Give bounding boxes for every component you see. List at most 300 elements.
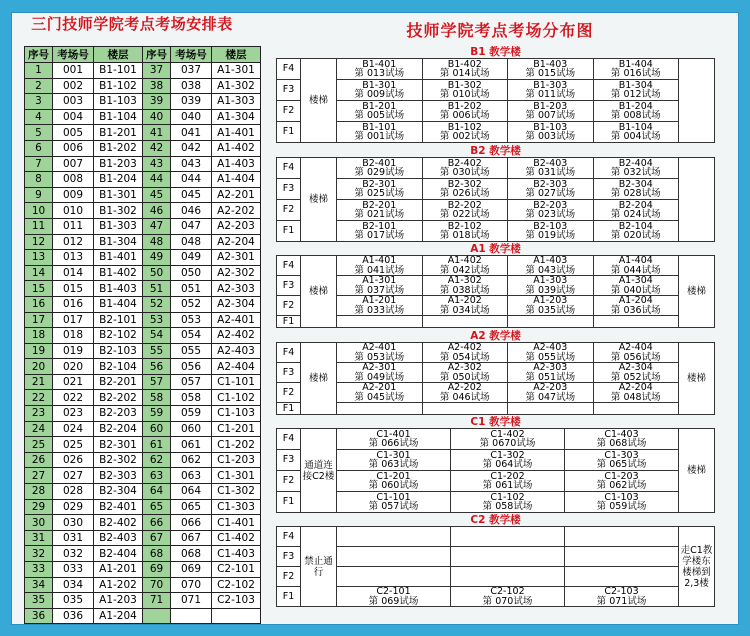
exam-room-cell bbox=[565, 587, 679, 607]
exam-site-number: 第 070试场 bbox=[482, 595, 533, 607]
schedule-cell: 022 bbox=[53, 390, 94, 406]
schedule-cell: A1-303 bbox=[212, 94, 261, 110]
floor-label: F4 bbox=[277, 527, 301, 547]
room-number: A1-204 bbox=[618, 295, 653, 306]
exam-room-cell bbox=[593, 316, 679, 328]
schedule-cell: 049 bbox=[171, 250, 212, 266]
exam-site-number: 第 010试场 bbox=[439, 89, 490, 100]
exam-site-number: 第 007试场 bbox=[525, 110, 576, 121]
exam-room-cell bbox=[422, 80, 508, 101]
schedule-row bbox=[25, 78, 261, 94]
exam-site-number: 第 044试场 bbox=[610, 264, 661, 276]
room-number: A1-201 bbox=[362, 295, 397, 306]
schedule-cell: 27 bbox=[25, 468, 53, 484]
room-number: B2-204 bbox=[618, 199, 653, 211]
schedule-cell: 023 bbox=[53, 406, 94, 422]
room-number: C1-303 bbox=[604, 449, 639, 461]
exam-room-cell bbox=[337, 80, 423, 101]
schedule-cell: 63 bbox=[143, 468, 171, 484]
schedule-cell: 18 bbox=[25, 328, 53, 344]
schedule-cell: B2-102 bbox=[94, 328, 143, 344]
schedule-cell: B1-402 bbox=[94, 265, 143, 281]
building-name: A1 教学楼 bbox=[470, 243, 521, 255]
building-name: B1 教学楼 bbox=[470, 46, 521, 58]
exam-site-number: 第 019试场 bbox=[525, 230, 576, 241]
schedule-cell: 70 bbox=[143, 577, 171, 593]
room-number: B2-304 bbox=[618, 178, 653, 190]
exam-room-cell bbox=[508, 316, 594, 328]
room-number: A2-403 bbox=[533, 342, 568, 353]
schedule-cell: 68 bbox=[143, 546, 171, 562]
schedule-row bbox=[25, 203, 261, 219]
schedule-cell: 69 bbox=[143, 562, 171, 578]
schedule-cell: B2-203 bbox=[94, 406, 143, 422]
schedule-cell: 40 bbox=[143, 109, 171, 125]
schedule-cell: 19 bbox=[25, 343, 53, 359]
exam-site-number: 第 048试场 bbox=[610, 391, 661, 403]
exam-room-cell bbox=[593, 296, 679, 316]
exam-room-cell bbox=[422, 363, 508, 383]
schedule-cell: C1-402 bbox=[212, 530, 261, 546]
room-number: A2-404 bbox=[618, 342, 653, 353]
schedule-cell bbox=[212, 608, 261, 624]
schedule-cell: A2-404 bbox=[212, 359, 261, 375]
exam-room-cell bbox=[337, 179, 423, 200]
schedule-cell: 002 bbox=[53, 78, 94, 94]
room-number: A2-303 bbox=[533, 362, 568, 373]
floor-label: F2 bbox=[277, 101, 301, 122]
floor-label: F2 bbox=[277, 383, 301, 403]
exam-site-number: 第 039试场 bbox=[525, 284, 576, 296]
room-number: B2-203 bbox=[533, 199, 568, 211]
floor-label: F4 bbox=[277, 256, 301, 276]
exam-site-number: 第 046试场 bbox=[439, 391, 490, 403]
exam-site-number: 第 016试场 bbox=[610, 68, 661, 79]
schedule-cell: 050 bbox=[171, 265, 212, 281]
building-floor-table bbox=[276, 157, 715, 242]
schedule-cell: 21 bbox=[25, 374, 53, 390]
room-number: B1-101 bbox=[362, 121, 397, 133]
schedule-row bbox=[25, 530, 261, 546]
schedule-cell: 51 bbox=[143, 281, 171, 297]
exam-room-cell bbox=[565, 450, 679, 471]
schedule-header-cell: 楼层 bbox=[94, 47, 143, 63]
exam-room-cell bbox=[593, 101, 679, 122]
schedule-cell: A2-203 bbox=[212, 218, 261, 234]
schedule-cell: 013 bbox=[53, 250, 94, 266]
exam-site-number: 第 008试场 bbox=[610, 110, 661, 121]
exam-room-cell bbox=[337, 122, 423, 143]
schedule-header-row bbox=[25, 47, 261, 63]
room-number: B2-104 bbox=[618, 220, 653, 232]
exam-room-cell bbox=[422, 122, 508, 143]
exam-site-number: 第 062试场 bbox=[596, 480, 647, 491]
exam-room-cell bbox=[451, 450, 565, 471]
exam-site-number: 第 057试场 bbox=[368, 501, 419, 512]
schedule-row bbox=[25, 218, 261, 234]
floor-label: F2 bbox=[277, 296, 301, 316]
schedule-cell: B1-201 bbox=[94, 125, 143, 141]
exam-site-number: 第 017试场 bbox=[354, 230, 405, 241]
schedule-header-cell: 序号 bbox=[25, 47, 53, 63]
room-number: C1-103 bbox=[604, 491, 639, 503]
schedule-cell: 7 bbox=[25, 156, 53, 172]
exam-room-cell bbox=[337, 316, 423, 328]
building-floor-table bbox=[276, 58, 715, 143]
schedule-cell: B1-304 bbox=[94, 234, 143, 250]
schedule-header-cell: 楼层 bbox=[212, 47, 261, 63]
schedule-cell: 008 bbox=[53, 172, 94, 188]
schedule-cell: C2-101 bbox=[212, 562, 261, 578]
exam-site-number: 第 065试场 bbox=[596, 459, 647, 470]
schedule-cell: 055 bbox=[171, 343, 212, 359]
exam-site-number: 第 015试场 bbox=[525, 68, 576, 79]
schedule-cell: A1-302 bbox=[212, 78, 261, 94]
room-number: A2-202 bbox=[447, 382, 482, 393]
room-number: B1-103 bbox=[533, 121, 568, 133]
schedule-cell: 22 bbox=[25, 390, 53, 406]
schedule-cell: A1-301 bbox=[212, 63, 261, 79]
schedule-table bbox=[24, 46, 261, 624]
room-number: B2-202 bbox=[447, 199, 482, 211]
exam-site-number: 第 029试场 bbox=[354, 167, 405, 178]
schedule-cell: 67 bbox=[143, 530, 171, 546]
schedule-cell: A2-403 bbox=[212, 343, 261, 359]
exam-site-number: 第 043试场 bbox=[525, 264, 576, 276]
schedule-cell: 054 bbox=[171, 328, 212, 344]
exam-room-cell bbox=[593, 343, 679, 363]
exam-site-number: 第 050试场 bbox=[439, 371, 490, 383]
schedule-cell: 025 bbox=[53, 437, 94, 453]
schedule-cell: 053 bbox=[171, 312, 212, 328]
room-number: C1-101 bbox=[376, 491, 411, 503]
schedule-cell: 54 bbox=[143, 328, 171, 344]
schedule-cell: C1-203 bbox=[212, 452, 261, 468]
schedule-row bbox=[25, 390, 261, 406]
schedule-row bbox=[25, 593, 261, 609]
exam-room-cell bbox=[508, 59, 594, 80]
building-c1 bbox=[276, 416, 715, 514]
schedule-cell: 57 bbox=[143, 374, 171, 390]
exam-room-cell bbox=[422, 256, 508, 276]
exam-site-number: 第 009试场 bbox=[354, 89, 405, 100]
schedule-row bbox=[25, 359, 261, 375]
schedule-cell: 042 bbox=[171, 140, 212, 156]
schedule-cell bbox=[171, 608, 212, 624]
schedule-cell: A2-201 bbox=[212, 187, 261, 203]
exam-site-number: 第 027试场 bbox=[525, 188, 576, 199]
floor-label: F2 bbox=[277, 200, 301, 221]
floor-label: F2 bbox=[277, 471, 301, 492]
schedule-cell: 42 bbox=[143, 140, 171, 156]
building-a2 bbox=[276, 330, 715, 417]
room-number: B1-203 bbox=[533, 100, 568, 112]
schedule-cell: C1-202 bbox=[212, 437, 261, 453]
schedule-cell: A2-301 bbox=[212, 250, 261, 266]
exam-room-cell bbox=[337, 547, 451, 567]
room-number: B2-401 bbox=[362, 157, 397, 169]
floor-label: F1 bbox=[277, 316, 301, 328]
room-number: C1-203 bbox=[604, 470, 639, 482]
stair-label-right: 走C1教学楼东楼梯到2,3楼 bbox=[679, 527, 715, 607]
schedule-cell: 016 bbox=[53, 296, 94, 312]
stair-label: 通道连接C2楼 bbox=[301, 429, 337, 513]
exam-room-cell bbox=[508, 179, 594, 200]
exam-room-cell bbox=[508, 200, 594, 221]
exam-room-cell bbox=[337, 492, 451, 513]
schedule-cell: 003 bbox=[53, 94, 94, 110]
building-floor-table bbox=[276, 342, 715, 415]
schedule-cell: 3 bbox=[25, 94, 53, 110]
schedule-row bbox=[25, 577, 261, 593]
schedule-cell: B2-103 bbox=[94, 343, 143, 359]
schedule-cell: B2-101 bbox=[94, 312, 143, 328]
exam-room-cell bbox=[593, 122, 679, 143]
floor-label: F1 bbox=[277, 403, 301, 415]
schedule-row bbox=[25, 452, 261, 468]
exam-room-cell bbox=[565, 429, 679, 450]
schedule-cell: 038 bbox=[171, 78, 212, 94]
schedule-header-cell: 考场号 bbox=[53, 47, 94, 63]
exam-site-number: 第 012试场 bbox=[610, 89, 661, 100]
schedule-row bbox=[25, 608, 261, 624]
exam-room-cell bbox=[337, 296, 423, 316]
blank-right-column bbox=[679, 59, 715, 143]
schedule-cell: 004 bbox=[53, 109, 94, 125]
schedule-cell: 23 bbox=[25, 406, 53, 422]
exam-room-cell bbox=[593, 158, 679, 179]
exam-room-cell bbox=[422, 316, 508, 328]
exam-room-cell bbox=[508, 101, 594, 122]
schedule-cell: 010 bbox=[53, 203, 94, 219]
schedule-cell: 066 bbox=[171, 515, 212, 531]
room-number: B2-102 bbox=[447, 220, 482, 232]
exam-room-cell bbox=[508, 80, 594, 101]
exam-room-cell bbox=[337, 450, 451, 471]
schedule-cell: 011 bbox=[53, 218, 94, 234]
exam-room-cell bbox=[337, 221, 423, 242]
exam-site-number: 第 033试场 bbox=[354, 304, 405, 316]
schedule-cell: 009 bbox=[53, 187, 94, 203]
schedule-row bbox=[25, 265, 261, 281]
schedule-cell: A2-402 bbox=[212, 328, 261, 344]
stair-label-right: 楼梯 bbox=[679, 343, 715, 415]
schedule-cell: 026 bbox=[53, 452, 94, 468]
floor-label: F1 bbox=[277, 221, 301, 242]
schedule-cell: 28 bbox=[25, 484, 53, 500]
schedule-cell: 9 bbox=[25, 187, 53, 203]
exam-room-cell bbox=[565, 471, 679, 492]
schedule-cell: 027 bbox=[53, 468, 94, 484]
exam-room-cell bbox=[565, 527, 679, 547]
schedule-cell: 061 bbox=[171, 437, 212, 453]
schedule-row bbox=[25, 125, 261, 141]
exam-site-number: 第 071试场 bbox=[596, 595, 647, 607]
building-floor-table bbox=[276, 428, 715, 513]
schedule-cell: B2-403 bbox=[94, 530, 143, 546]
exam-room-cell bbox=[337, 363, 423, 383]
exam-site-number: 第 005试场 bbox=[354, 110, 405, 121]
schedule-row bbox=[25, 172, 261, 188]
exam-room-cell bbox=[508, 343, 594, 363]
schedule-cell: 62 bbox=[143, 452, 171, 468]
exam-room-cell bbox=[593, 221, 679, 242]
schedule-cell: 028 bbox=[53, 484, 94, 500]
schedule-cell: 66 bbox=[143, 515, 171, 531]
schedule-cell: 44 bbox=[143, 172, 171, 188]
room-number: A2-304 bbox=[618, 362, 653, 373]
floor-label: F1 bbox=[277, 122, 301, 143]
schedule-cell: 012 bbox=[53, 234, 94, 250]
schedule-cell: C1-201 bbox=[212, 421, 261, 437]
schedule-cell: B1-203 bbox=[94, 156, 143, 172]
exam-room-cell bbox=[508, 403, 594, 415]
exam-room-cell bbox=[422, 59, 508, 80]
room-number: B1-303 bbox=[533, 79, 568, 91]
schedule-cell: 47 bbox=[143, 218, 171, 234]
exam-room-cell bbox=[451, 429, 565, 450]
schedule-cell: C1-102 bbox=[212, 390, 261, 406]
room-number: A1-203 bbox=[533, 295, 568, 306]
room-number: C1-401 bbox=[376, 428, 411, 440]
schedule-row bbox=[25, 437, 261, 453]
exam-site-number: 第 049试场 bbox=[354, 371, 405, 383]
schedule-cell: B1-103 bbox=[94, 94, 143, 110]
room-number: B1-403 bbox=[533, 58, 568, 70]
exam-room-cell bbox=[565, 567, 679, 587]
room-number: B2-103 bbox=[533, 220, 568, 232]
schedule-cell: 60 bbox=[143, 421, 171, 437]
schedule-cell: 021 bbox=[53, 374, 94, 390]
exam-room-cell bbox=[593, 256, 679, 276]
exam-site-number: 第 020试场 bbox=[610, 230, 661, 241]
schedule-cell: 71 bbox=[143, 593, 171, 609]
exam-site-number: 第 002试场 bbox=[439, 131, 490, 142]
schedule-cell: A2-401 bbox=[212, 312, 261, 328]
schedule-cell: B1-301 bbox=[94, 187, 143, 203]
schedule-cell: 035 bbox=[53, 593, 94, 609]
exam-site-number: 第 052试场 bbox=[610, 371, 661, 383]
exam-room-cell bbox=[593, 383, 679, 403]
schedule-cell: 13 bbox=[25, 250, 53, 266]
room-number: A2-203 bbox=[533, 382, 568, 393]
exam-room-cell bbox=[593, 403, 679, 415]
schedule-cell: 17 bbox=[25, 312, 53, 328]
exam-site-number: 第 056试场 bbox=[610, 351, 661, 363]
schedule-cell: 020 bbox=[53, 359, 94, 375]
right-title: 技师学院考点考场分布图 bbox=[406, 21, 594, 40]
exam-room-cell bbox=[451, 547, 565, 567]
schedule-cell: 31 bbox=[25, 530, 53, 546]
exam-room-cell bbox=[508, 276, 594, 296]
exam-room-cell bbox=[593, 363, 679, 383]
room-number: C2-102 bbox=[490, 586, 525, 597]
exam-room-cell bbox=[422, 383, 508, 403]
floor-label: F4 bbox=[277, 158, 301, 179]
schedule-cell: B2-302 bbox=[94, 452, 143, 468]
room-number: C2-101 bbox=[376, 586, 411, 597]
exam-room-cell bbox=[508, 122, 594, 143]
schedule-cell: 14 bbox=[25, 265, 53, 281]
schedule-cell: 070 bbox=[171, 577, 212, 593]
schedule-cell: 11 bbox=[25, 218, 53, 234]
exam-site-number: 第 025试场 bbox=[354, 188, 405, 199]
schedule-cell: 24 bbox=[25, 421, 53, 437]
schedule-cell: A2-202 bbox=[212, 203, 261, 219]
room-number: B1-104 bbox=[618, 121, 653, 133]
schedule-cell: 43 bbox=[143, 156, 171, 172]
building-name: C2 教学楼 bbox=[470, 514, 521, 526]
exam-room-cell bbox=[337, 429, 451, 450]
exam-room-cell bbox=[337, 101, 423, 122]
exam-room-cell bbox=[451, 567, 565, 587]
schedule-cell: 12 bbox=[25, 234, 53, 250]
schedule-cell: 65 bbox=[143, 499, 171, 515]
exam-site-number: 第 030试场 bbox=[439, 167, 490, 178]
exam-site-number: 第 037试场 bbox=[354, 284, 405, 296]
exam-room-cell bbox=[422, 221, 508, 242]
exam-room-cell bbox=[337, 59, 423, 80]
room-number: B1-404 bbox=[618, 58, 653, 70]
exam-room-cell bbox=[337, 276, 423, 296]
exam-room-cell bbox=[451, 492, 565, 513]
schedule-cell: B2-104 bbox=[94, 359, 143, 375]
floor-label: F3 bbox=[277, 547, 301, 567]
schedule-cell: 043 bbox=[171, 156, 212, 172]
floor-label: F3 bbox=[277, 179, 301, 200]
schedule-cell: 8 bbox=[25, 172, 53, 188]
schedule-cell: B1-202 bbox=[94, 140, 143, 156]
schedule-cell: 50 bbox=[143, 265, 171, 281]
schedule-cell: 031 bbox=[53, 530, 94, 546]
schedule-cell: 015 bbox=[53, 281, 94, 297]
schedule-row bbox=[25, 281, 261, 297]
room-number: B2-402 bbox=[447, 157, 482, 169]
exam-site-number: 第 028试场 bbox=[610, 188, 661, 199]
schedule-cell: B1-303 bbox=[94, 218, 143, 234]
room-number: C1-302 bbox=[490, 449, 525, 461]
exam-site-number: 第 059试场 bbox=[596, 501, 647, 512]
schedule-cell: 030 bbox=[53, 515, 94, 531]
schedule-cell: 006 bbox=[53, 140, 94, 156]
room-number: A1-403 bbox=[533, 255, 568, 266]
schedule-cell: C1-301 bbox=[212, 468, 261, 484]
exam-site-number: 第 021试场 bbox=[354, 209, 405, 220]
room-number: A2-204 bbox=[618, 382, 653, 393]
schedule-cell: 38 bbox=[143, 78, 171, 94]
schedule-cell: B2-404 bbox=[94, 546, 143, 562]
exam-room-cell bbox=[565, 492, 679, 513]
exam-room-cell bbox=[508, 158, 594, 179]
room-number: C1-201 bbox=[376, 470, 411, 482]
exam-site-number: 第 006试场 bbox=[439, 110, 490, 121]
schedule-cell: A1-403 bbox=[212, 156, 261, 172]
schedule-cell: B1-102 bbox=[94, 78, 143, 94]
schedule-row bbox=[25, 468, 261, 484]
room-number: A1-401 bbox=[362, 255, 397, 266]
room-number: A2-201 bbox=[362, 382, 397, 393]
schedule-cell: A1-201 bbox=[94, 562, 143, 578]
exam-site-number: 第 023试场 bbox=[525, 209, 576, 220]
exam-room-cell bbox=[337, 527, 451, 547]
exam-site-number: 第 058试场 bbox=[482, 501, 533, 512]
room-number: B1-301 bbox=[362, 79, 397, 91]
exam-room-cell bbox=[422, 276, 508, 296]
schedule-cell: 16 bbox=[25, 296, 53, 312]
schedule-cell: B1-404 bbox=[94, 296, 143, 312]
schedule-cell: 047 bbox=[171, 218, 212, 234]
left-title: 三门技师学院考点考场安排表 bbox=[31, 15, 233, 33]
